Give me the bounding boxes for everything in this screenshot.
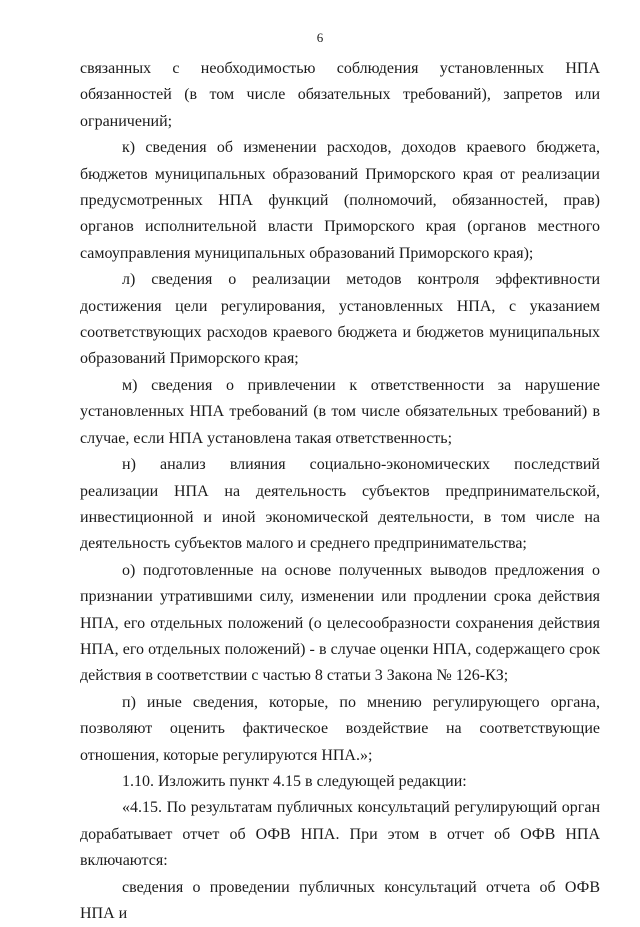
paragraph-point-4-15: «4.15. По результатам публичных консультаций регулирующий орган дорабатывает отчет об ОФВ НПА. При этом в отчет об ОФВ НПА включаются: [80, 799, 600, 870]
paragraph-item-n: н) анализ влияния социально-экономических последствий реализации НПА на деятельность субъектов предпринимательской, инвестиционной и иной экономической деятельности, в том числе на деятельность субъектов малого и среднего предпринимательства; [80, 456, 600, 553]
page-number: 6 [316, 30, 324, 45]
paragraph-item-p: п) иные сведения, которые, по мнению регулирующего органа, позволяют оценить фактическое воздействие на соответствующие отношения, которые регулируются НПА.»; [80, 693, 600, 764]
document-body [80, 56, 600, 927]
paragraph-item-m: м) сведения о привлечении к ответственности за нарушение установленных НПА требований (в том числе обязательных требований) в случае, если НПА установлена такая ответственность; [80, 376, 600, 447]
paragraph-public-consultations: сведения о проведении публичных консультаций отчета об ОФВ НПА и [80, 878, 600, 922]
paragraph-item-k: к) сведения об изменении расходов, доходов краевого бюджета, бюджетов муниципальных образований Приморского края от реализации предусмотренных НПА функций (полномочий, обязанностей, прав) органов исполнительной власти Приморского края (органов местного самоуправления муниципальных образований Приморского края); [80, 139, 600, 262]
paragraph-amendment-1-10: 1.10. Изложить пункт 4.15 в следующей редакции: [122, 772, 467, 790]
paragraph-item-l: л) сведения о реализации методов контроля эффективности достижения цели регулирования, установленных НПА, с указанием соответствующих расходов краевого бюджета и бюджетов муниципальных образований Приморского края; [80, 271, 600, 368]
paragraph-continuation: связанных с необходимостью соблюдения установленных НПА обязанностей (в том числе обязательных требований), запретов или ограничений; [80, 60, 600, 130]
paragraph-item-o: о) подготовленные на основе полученных выводов предложения о признании утратившими силу, изменении или продлении срока действия НПА, его отдельных положений (о целесообразности сохранения действия НПА, его отдельных положений) - в случае оценки НПА, содержащего срок действия в соответствии с частью 8 статьи 3 Закона № 126-КЗ; [80, 561, 600, 685]
